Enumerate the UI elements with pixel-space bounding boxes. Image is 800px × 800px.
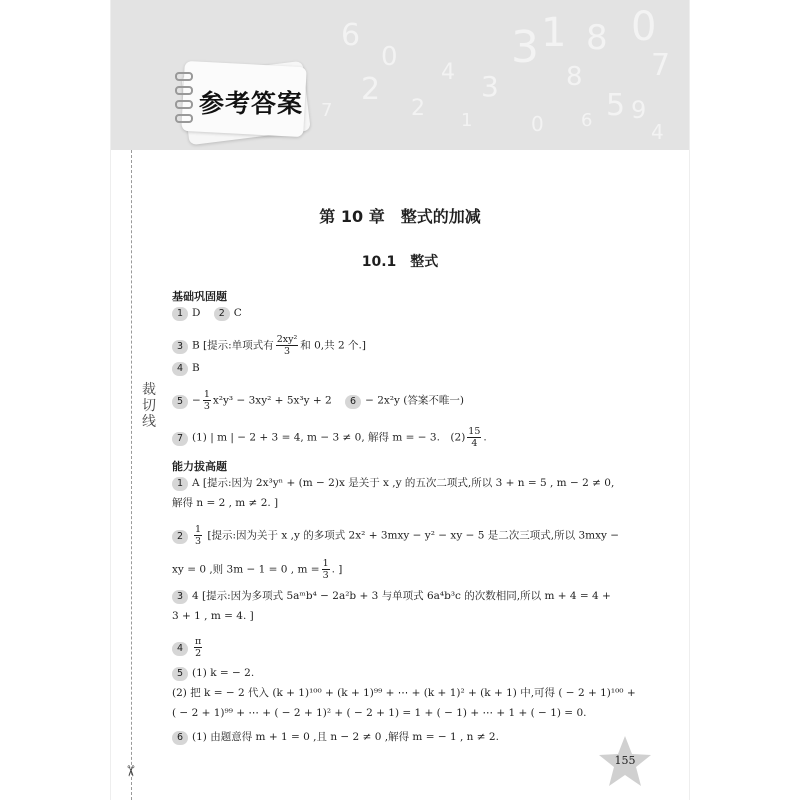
question-number: 2: [172, 530, 188, 544]
question-number: 1: [172, 307, 188, 321]
background-digit: 6: [341, 18, 361, 53]
answer-line: [172, 389, 464, 412]
question-number: 5: [172, 667, 188, 681]
answer-text: 3 + 1 , m = 4. ]: [172, 610, 254, 622]
answer-line: [172, 334, 366, 357]
background-digit: 1: [461, 110, 473, 131]
answer-text: . ]: [331, 563, 343, 576]
background-digit: 4: [651, 120, 664, 144]
cut-line: [131, 150, 132, 800]
background-digit: 0: [381, 42, 398, 72]
answer-text: − 2x²y (答案不唯一): [365, 394, 464, 407]
answer-text: (1) 由题意得 m + 1 = 0 ,且 n − 2 ≠ 0 ,解得 m = − 1 , n ≠ 2.: [192, 731, 499, 743]
answer-text: x²y³ − 3xy² + 5x³y + 2: [212, 394, 332, 407]
answer-text: ( − 2 + 1)⁹⁹ + ⋯ + ( − 2 + 1)² + ( − 2 + 1) = 1 + ( − 1) + ⋯ + 1 + ( − 1) = 0.: [172, 707, 587, 719]
background-digit: 0: [631, 4, 657, 50]
background-digit: 2: [361, 72, 381, 107]
answer-line: [172, 306, 242, 321]
answer-text: (2) 把 k = − 2 代入 (k + 1)¹⁰⁰ + (k + 1)⁹⁹ + ⋯ + (k + 1)² + (k + 1) 中,可得 ( − 2 + 1)¹⁰⁰ +: [172, 687, 636, 699]
answer-line: [172, 706, 586, 720]
background-digit: 5: [606, 88, 626, 123]
question-number: 6: [172, 731, 188, 745]
answer-line: [172, 496, 278, 510]
question-number: 4: [172, 362, 188, 376]
spiral-binding-icon: [175, 72, 191, 132]
answer-line: [172, 730, 499, 745]
scissors-icon: ✂: [121, 764, 140, 778]
fraction: $\frac{\text{2xy²}}{3}$: [276, 334, 298, 357]
background-digit: 7: [321, 100, 333, 121]
background-digit: 8: [566, 62, 583, 92]
chapter-title: 第 10 章 整式的加减: [319, 207, 481, 226]
answer-text: A [提示:因为 2x³yⁿ + (m − 2)x 是关于 x ,y 的五次二项式,所以 3 + n = 5 , m − 2 ≠ 0,: [192, 477, 615, 489]
fraction: $\frac{1}{3}$: [195, 524, 202, 547]
question-number: 5: [172, 395, 188, 409]
answer-line: [172, 686, 636, 700]
background-digit: 8: [586, 18, 608, 58]
question-number: 3: [172, 340, 188, 354]
background-digit: 7: [651, 48, 671, 83]
answer-text: 和 0,共 2 个.]: [300, 339, 366, 352]
answer-line: [172, 476, 614, 491]
answer-text: B [提示:单项式有: [192, 339, 274, 352]
question-number: 6: [345, 395, 361, 409]
answer-text: (1) | m | − 2 + 3 = 4, m − 3 ≠ 0, 解得 m = − 3. (2): [192, 431, 466, 444]
background-digit: 3: [511, 22, 539, 73]
section-title: 10.1 整式: [361, 254, 439, 270]
answer-line: [172, 666, 254, 681]
page-number: 155: [614, 754, 636, 767]
answer-text: D: [192, 307, 201, 319]
fraction: $\frac{15}{4}$: [468, 426, 481, 449]
question-number: 2: [214, 307, 230, 321]
answer-text: B: [192, 362, 200, 374]
answer-text: 4 [提示:因为多项式 5aᵐb⁴ − 2a²b + 3 与单项式 6a⁴b³c 的次数相同,所以 m + 4 = 4 +: [192, 590, 611, 602]
background-digit: 6: [581, 110, 593, 131]
answer-text: (1) k = − 2.: [192, 667, 255, 679]
question-number: 4: [172, 642, 188, 656]
background-digit: 2: [411, 96, 425, 121]
banner-title: 参考答案: [199, 89, 304, 118]
cut-line-label: 裁切线: [142, 382, 156, 430]
answer-line: [172, 636, 204, 659]
answer-line: [172, 589, 611, 604]
background-digit: 0: [531, 112, 544, 136]
answer-line: [172, 609, 254, 623]
background-digit: 4: [441, 60, 455, 85]
fraction: $\frac{1}{3}$: [322, 558, 329, 581]
answer-line: [172, 524, 619, 547]
answer-text: 解得 n = 2 , m ≠ 2. ]: [172, 497, 279, 509]
answer-line: [172, 426, 487, 449]
answer-text: [提示:因为关于 x ,y 的多项式 2x² + 3mxy − y² − xy − 5 是二次三项式,所以 3mxy −: [204, 529, 620, 542]
heading-advanced: 能力拔高题: [172, 460, 227, 473]
question-number: 7: [172, 432, 188, 446]
question-number: 3: [172, 590, 188, 604]
background-digit: 1: [541, 10, 567, 56]
fraction: $\frac{1}{3}$: [203, 389, 210, 412]
answer-text: −: [192, 394, 201, 407]
header-banner: [111, 0, 689, 150]
background-digit: 3: [481, 70, 499, 103]
answer-text: xy = 0 ,则 3m − 1 = 0 , m =: [172, 563, 320, 576]
fraction: $\frac{\pi}{2}$: [195, 636, 202, 659]
answer-line: [172, 361, 200, 376]
answer-text: C: [233, 307, 242, 319]
heading-basic: 基础巩固题: [172, 290, 227, 303]
question-number: 1: [172, 477, 188, 491]
answer-text: .: [483, 431, 487, 444]
background-digit: 9: [631, 96, 647, 124]
answer-line: [172, 558, 342, 581]
